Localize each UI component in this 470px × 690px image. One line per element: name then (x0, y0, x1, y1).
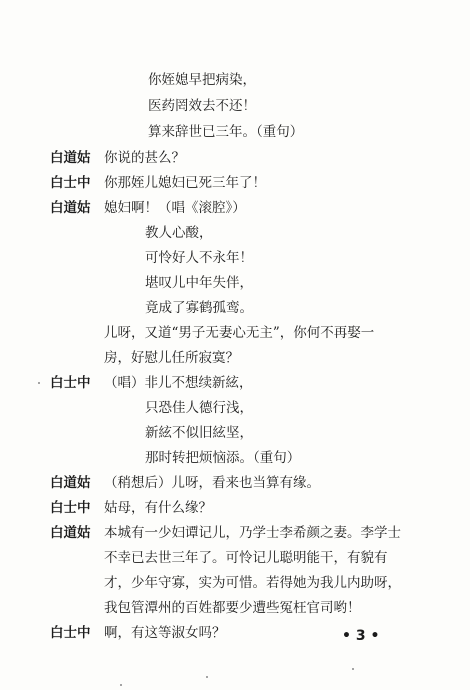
scan-speck (352, 668, 354, 670)
speaker-label: 白士中 (50, 500, 91, 516)
scan-speck (120, 684, 122, 686)
speaker-label: 白道姑 (50, 200, 91, 216)
verse-line: 可怜好人不永年！ (145, 250, 253, 266)
dialogue-line: 不幸已去世三年了。可怜记儿聪明能干，有貌有 (104, 550, 388, 566)
dialogue-line: 你说的甚么？ (104, 150, 185, 166)
verse-line: 医药罔效去不还！ (148, 98, 256, 114)
verse-line: 只恐佳人德行浅， (145, 400, 253, 416)
dialogue-line: 才，少年守寡，实为可惜。若得她为我儿内助呀， (104, 575, 401, 591)
dialogue-line: （唱）非儿不想续新絃， (104, 375, 253, 391)
dialogue-line: 姑母，有什么缘？ (104, 500, 212, 516)
dialogue-line: 啊，有这等淑女吗？ (104, 625, 226, 641)
scan-speck (206, 676, 208, 678)
speaker-label: 白士中 (50, 625, 91, 641)
verse-line: 算来辞世已三年。（重句） (148, 124, 304, 140)
verse-line: 那时转把烦恼添。（重句） (145, 450, 301, 466)
dialogue-line: 我包管潭州的百姓都要少遭些冤枉官司哟！ (104, 600, 361, 616)
verse-line: 新絃不似旧絃坚， (145, 425, 253, 441)
speaker-label: 白道姑 (50, 150, 91, 166)
verse-line: 竟成了寡鹤孤鸾。 (145, 300, 253, 316)
scan-speck (38, 382, 40, 384)
dialogue-line: 儿呀，又道“男子无妻心无主”，你何不再娶一 (104, 325, 375, 341)
dialogue-line: （稍想后）儿呀，看来也当算有缘。 (104, 475, 320, 491)
verse-line: 教人心酸， (145, 225, 213, 241)
page-number: • 3 • (342, 628, 380, 644)
dialogue-line: 房，好慰儿任所寂寞？ (104, 350, 239, 366)
speaker-label: 白道姑 (50, 525, 91, 541)
speaker-label: 白士中 (50, 375, 91, 391)
speaker-label: 白士中 (50, 175, 91, 191)
verse-line: 堪叹儿中年失伴， (145, 275, 253, 291)
verse-line: 你姪媳早把病染， (148, 72, 256, 88)
dialogue-line: 你那姪儿媳妇已死三年了！ (104, 175, 266, 191)
dialogue-line: 本城有一少妇谭记儿，乃学士李希颜之妻。李学士 (104, 525, 401, 541)
speaker-label: 白道姑 (50, 475, 91, 491)
dialogue-line: 媳妇啊！（唱《滚腔》） (104, 200, 246, 216)
